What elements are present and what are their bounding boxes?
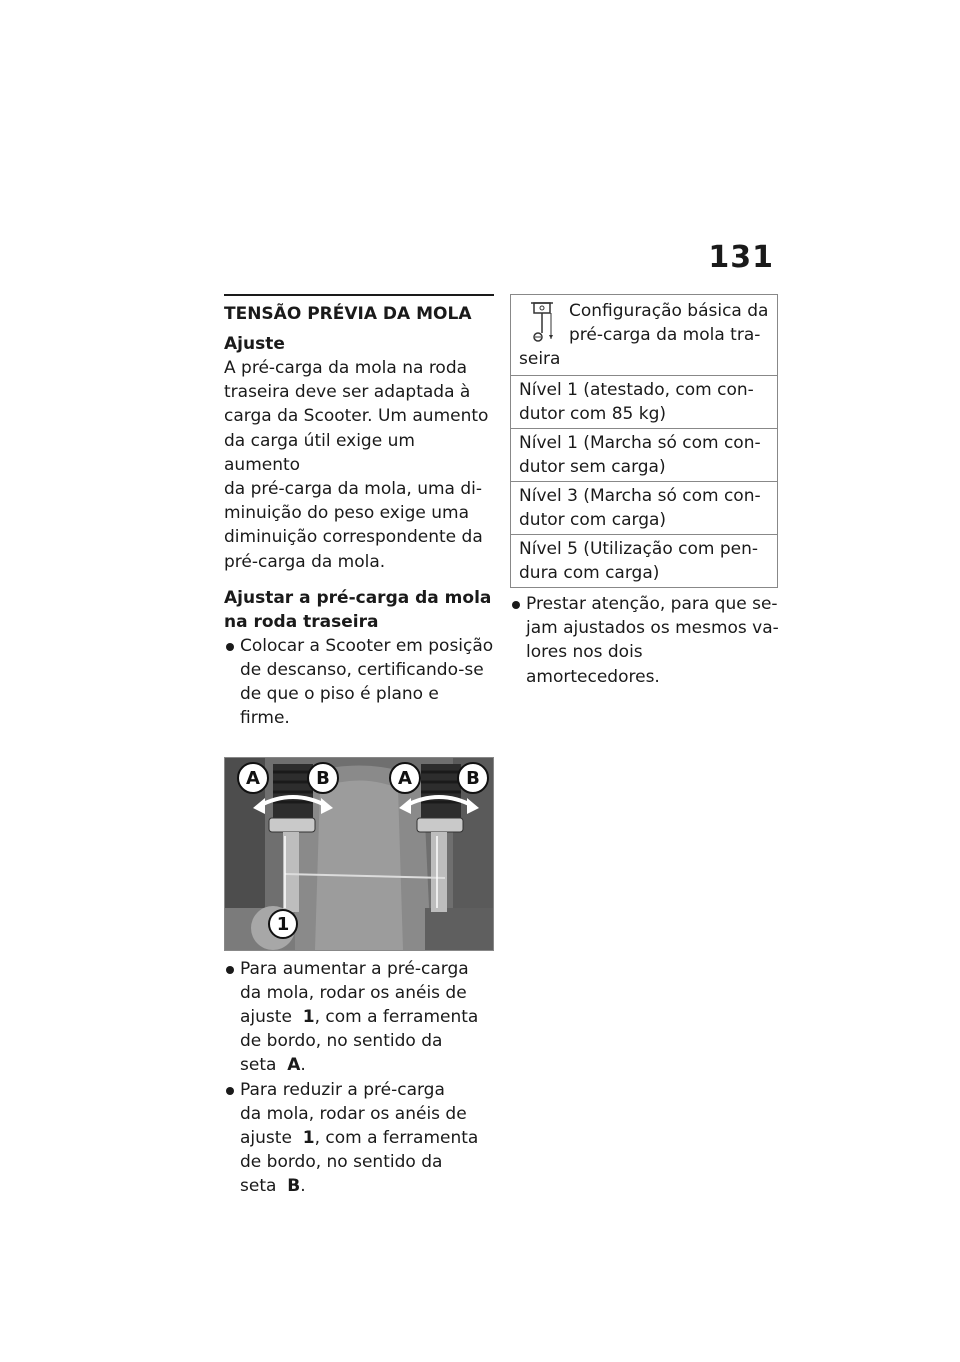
label-1: 1 [276, 913, 290, 935]
step-bullet-3: Para reduzir a pré-carga da mola, rodar os anéis de ajuste 1, com a ferramenta de bordo, no sentido da seta B. [224, 1078, 494, 1199]
ref-ring-1: 1 [302, 1128, 315, 1149]
note-bullet: Prestar atenção, para que se- jam ajustados os mesmos va- lores nos dois amortecedores. [510, 592, 780, 689]
label-a-left: A [246, 767, 260, 789]
shock-absorber-illustration [225, 758, 493, 950]
spec-row: Nível 1 (Marcha só com con- dutor sem carga) [511, 428, 777, 481]
ref-arrow-b: B [287, 1176, 301, 1197]
intro-paragraph: A pré-carga da mola na roda traseira deve ser adaptada à carga da Scooter. Um aumento da carga útil exige um aumento da pré-carga da mola, uma di- minuição do peso exige uma diminuição correspondente da pré-carga da mola. [224, 358, 489, 572]
step-bullet-2: Para aumentar a pré-carga da mola, rodar os anéis de ajuste 1, com a ferramenta de bordo, no sentido da seta A. [224, 957, 494, 1078]
ref-arrow-a: A [287, 1055, 301, 1076]
section-title: TENSÃO PRÉVIA DA MOLA [224, 304, 472, 324]
spec-table [510, 294, 778, 588]
left-column [224, 294, 494, 1199]
label-a-right: A [398, 767, 412, 789]
spec-row: Nível 5 (Utilização com pen- dura com carga) [511, 534, 777, 587]
shock-absorber-photo [224, 757, 494, 951]
label-b-left: B [316, 767, 330, 789]
suspension-icon [525, 299, 559, 343]
spec-row: Nível 3 (Marcha só com con- dutor com carga) [511, 481, 777, 534]
subsection-title: Ajuste [224, 334, 285, 354]
right-column [510, 294, 780, 689]
section-rule [224, 294, 494, 296]
spec-row: Nível 1 (atestado, com con- dutor com 85 kg) [511, 375, 777, 428]
page-number: 131 [708, 240, 774, 275]
ref-ring-1: 1 [302, 1007, 315, 1028]
spec-table-header: Configuração básica da pré-carga da mola tra- seira [519, 301, 769, 369]
procedure-title: Ajustar a pré-carga da mola na roda traseira [224, 587, 492, 632]
label-b-right: B [466, 767, 480, 789]
step-bullet-1: Colocar a Scooter em posição de descanso, certificando-se de que o piso é plano e firme. [224, 634, 494, 731]
